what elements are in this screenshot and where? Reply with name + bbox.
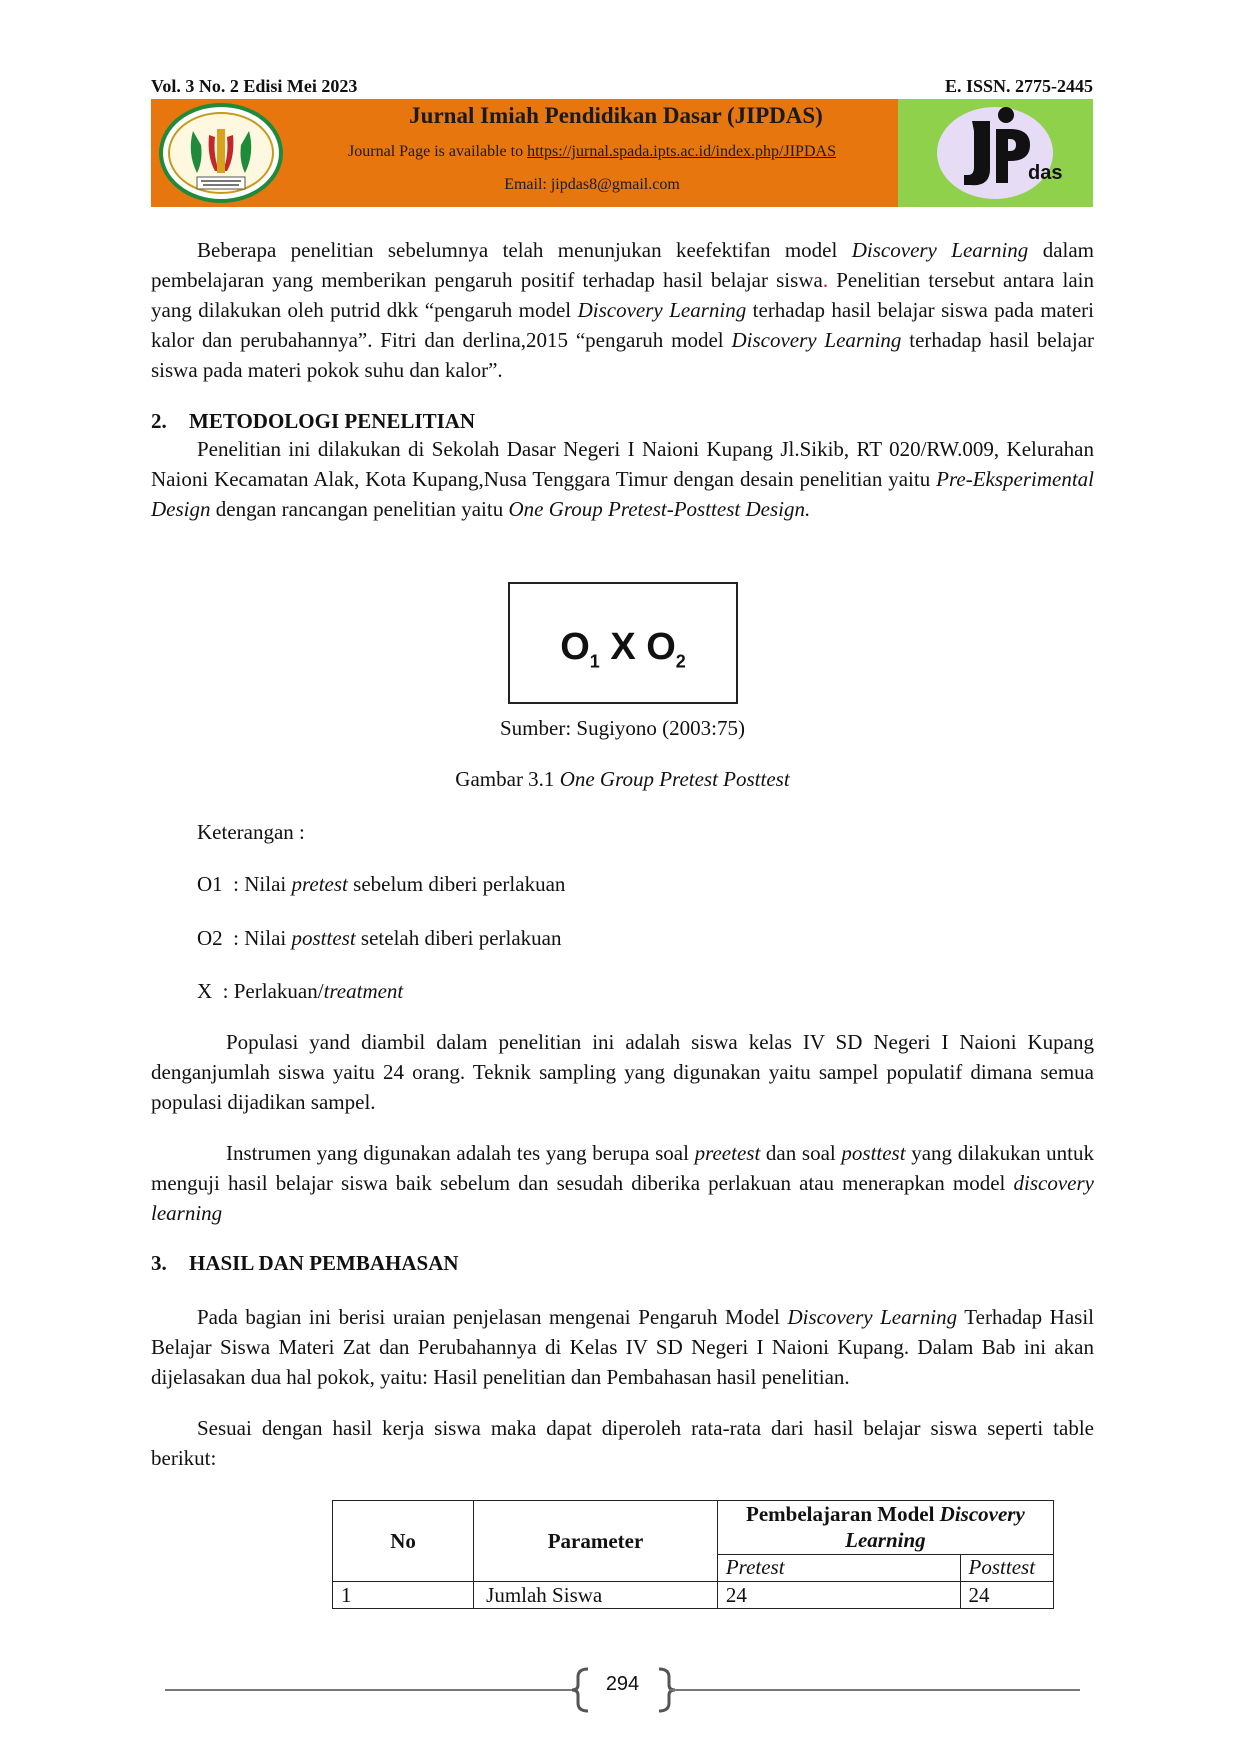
issn-info: E. ISSN. 2775-2445 <box>944 76 1093 96</box>
jipdas-logo <box>898 99 1093 207</box>
col-header-parameter: Parameter <box>474 1501 718 1582</box>
subheader-pretest: Pretest <box>717 1554 960 1581</box>
legend-title: Keterangan : <box>197 820 305 844</box>
page-number: 294 <box>605 1673 640 1695</box>
subheader-posttest: Posttest <box>960 1554 1053 1581</box>
university-seal-logo <box>153 101 289 205</box>
figure-source: Sumber: Sugiyono (2003:75) <box>500 716 745 740</box>
section-heading-metodologi: 2. METODOLOGI PENELITIAN <box>151 409 476 433</box>
legend-o1: O1 : Nilai pretest sebelum diberi perlakuan <box>197 872 566 896</box>
volume-info: Vol. 3 No. 2 Edisi Mei 2023 <box>151 76 358 96</box>
journal-url-link[interactable]: https://jurnal.spada.ipts.ac.id/index.php/JIPDAS <box>527 143 836 160</box>
cell-parameter: Jumlah Siswa <box>474 1582 718 1609</box>
section-heading-hasil: 3. HASIL DAN PEMBAHASAN <box>151 1251 459 1275</box>
running-header <box>151 76 1093 98</box>
instrument-paragraph: Instrumen yang digunakan adalah tes yang berupa soal preetest dan soal posttest yang dilakukan untuk menguji hasil belajar siswa baik sebelum dan sesudah diberika perlakuan atau menerapkan model discovery learning <box>151 1141 1094 1225</box>
logo-das-text: das <box>1028 162 1063 184</box>
table-row <box>333 1582 1054 1609</box>
design-figure-box <box>508 582 738 704</box>
legend-o2: O2 : Nilai posttest setelah diberi perlakuan <box>197 926 562 950</box>
design-equation: $O_1$ X $O_2$ <box>560 626 686 672</box>
col-header-group: Pembelajaran Model Discovery Learning <box>717 1501 1053 1555</box>
jipdas-logo-mark <box>898 99 1093 207</box>
results-table <box>332 1500 1054 1609</box>
col-header-no: No <box>333 1501 474 1582</box>
legend-x: X : Perlakuan/treatment <box>197 979 404 1003</box>
intro-paragraph: Beberapa penelitian sebelumnya telah menunjukan keefektifan model Discovery Learning dalam pembelajaran yang memberikan pengaruh positif terhadap hasil belajar siswa. Penelitian tersebut antara lain yang dilakukan oleh putrid dkk “pengaruh model Discovery Learning terhadap hasil belajar siswa pada materi kalor dan perubahannya”. Fitri dan derlina,2015 “pengaruh model Discovery Learning terhadap hasil belajar siswa pada materi pokok suhu dan kalor”. <box>151 238 1095 382</box>
journal-availability: Journal Page is available to https://jurnal.spada.ipts.ac.id/index.php/JIPDAS <box>348 143 836 160</box>
population-paragraph: Populasi yand diambil dalam penelitian ini adalah siswa kelas IV SD Negeri I Naioni Kupang denganjumlah siswa yaitu 24 orang. Teknik sampling yang digunakan yaitu sampel populatif dimana semua populasi dijadikan sampel. <box>151 1030 1094 1114</box>
cell-posttest: 24 <box>960 1582 1053 1609</box>
methodology-paragraph: Penelitian ini dilakukan di Sekolah Dasar Negeri I Naioni Kupang Jl.Sikib, RT 020/RW.009, Kelurahan Naioni Kecamatan Alak, Kota Kupang,Nusa Tenggara Timur dengan desain penelitian yaitu Pre-Eksperimental Design dengan rancangan penelitian yaitu One Group Pretest-Posttest Design. <box>151 437 1094 521</box>
results-intro-paragraph: Pada bagian ini berisi uraian penjelasan mengenai Pengaruh Model Discovery Learning Terhadap Hasil Belajar Siswa Materi Zat dan Perubahannya di Kelas IV SD Negeri I Naioni Kupang. Dalam Bab ini akan dijelasakan dua hal pokok, yaitu: Hasil penelitian dan Pembahasan hasil penelitian. <box>151 1305 1094 1389</box>
page-footer <box>165 1665 1080 1715</box>
journal-banner <box>151 99 1093 207</box>
journal-email: Email: jipdas8@gmail.com <box>504 176 680 193</box>
email-address: jipdas8@gmail.com <box>550 176 680 193</box>
footer-rule-right <box>670 1689 1080 1691</box>
results-table-intro: Sesuai dengan hasil kerja siswa maka dapat diperoleh rata-rata dari hasil belajar siswa seperti table berikut: <box>151 1416 1094 1470</box>
journal-title: Jurnal Imiah Pendidikan Dasar (JIPDAS) <box>409 103 823 128</box>
figure-caption: Gambar 3.1 One Group Pretest Posttest <box>455 767 790 791</box>
cell-no: 1 <box>333 1582 474 1609</box>
cell-pretest: 24 <box>717 1582 960 1609</box>
footer-rule-left <box>165 1689 575 1691</box>
